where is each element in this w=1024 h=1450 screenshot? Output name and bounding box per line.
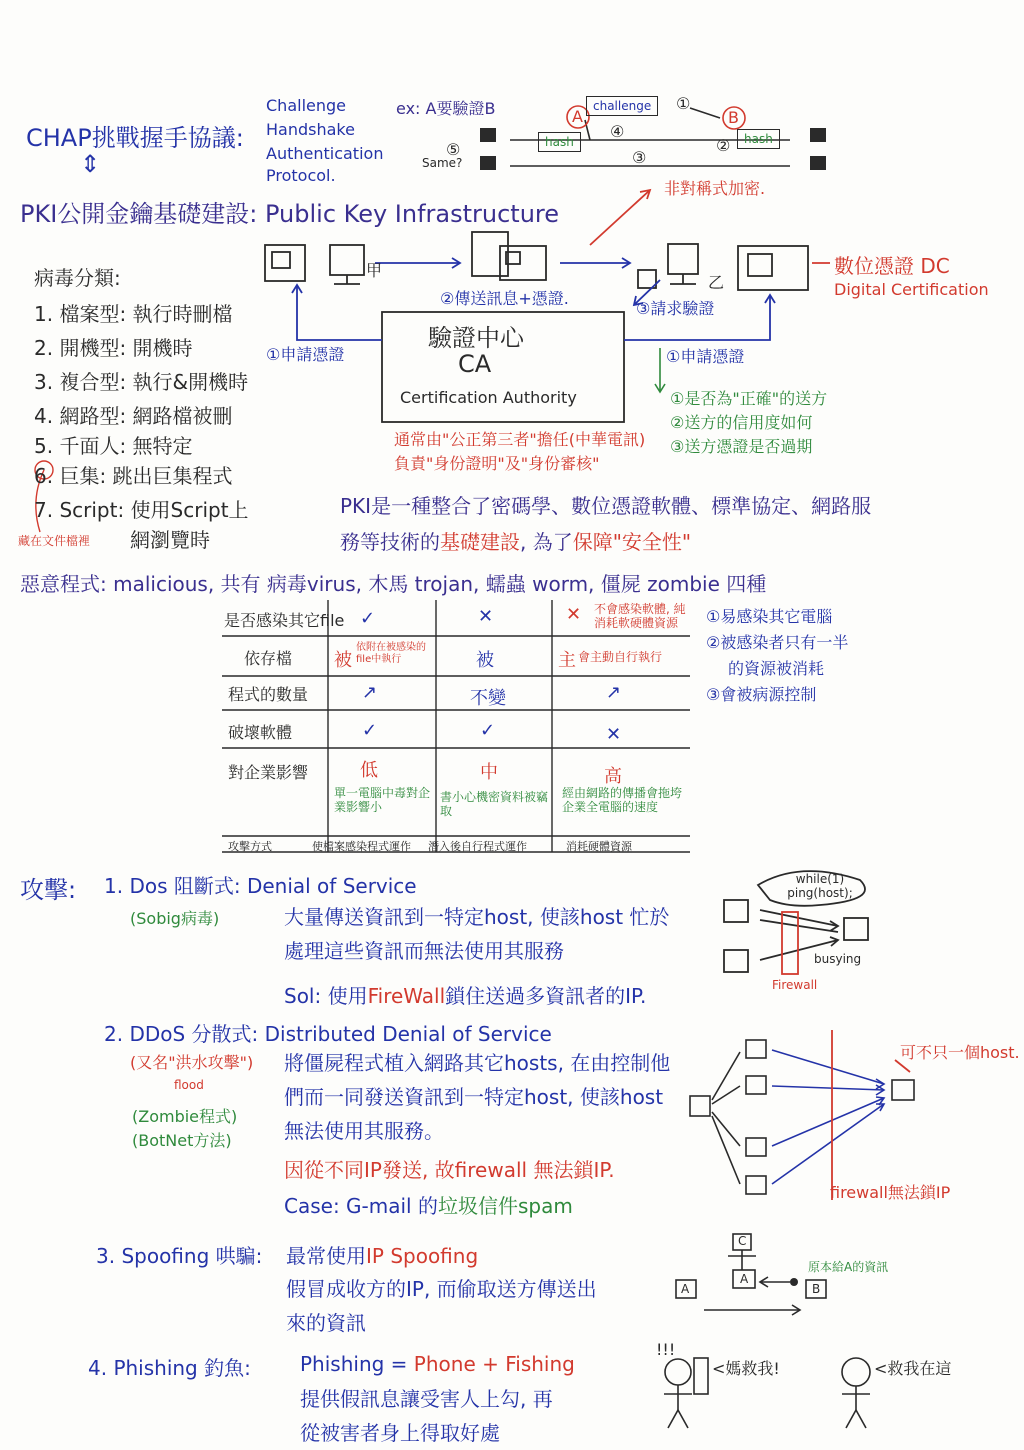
virus-item-7-cont: 網瀏覽時 (130, 528, 210, 552)
virus-title: 病毒分類: (34, 266, 121, 290)
trojan-impact: 中 (480, 762, 498, 783)
chap-en-3: Authentication (266, 144, 384, 163)
ddos-fw-fail: firewall無法鎖IP (830, 1183, 951, 1202)
trojan-attack: 潛入後自行程式運作 (428, 840, 527, 853)
ddos-alias: (又名"洪水攻擊") (130, 1053, 254, 1072)
dos-sol-prefix: Sol: 使用 (284, 984, 368, 1008)
row-label-impact: 對企業影響 (228, 763, 309, 782)
spoofing-node-a-fake: A (740, 1272, 749, 1286)
chap-en-1: Challenge (266, 96, 346, 115)
phishing-left-say: <媽救我! (712, 1359, 780, 1378)
phishing-eq-key: Phone + Fishing (413, 1352, 575, 1376)
ddos-name: 2. DDoS 分散式: Distributed Denial of Service (104, 1022, 552, 1046)
phishing-name: 4. Phishing 釣魚: (88, 1356, 251, 1380)
trojan-damage: ✓ (480, 720, 496, 741)
row-label-count: 程式的數量 (228, 685, 309, 704)
chap-step-3: ③ (632, 148, 647, 167)
virus-side-note: 藏在文件檔裡 (18, 534, 91, 548)
worm-impact: 高 (604, 766, 622, 787)
ddos-diagram (690, 1040, 914, 1194)
row-label-host: 依存檔 (244, 649, 293, 668)
virus-item-5: 5. 千面人: 無特定 (34, 434, 193, 458)
virus-attack: 使檔案感染程式運作 (312, 840, 411, 853)
virus-impact: 低 (360, 760, 378, 781)
pki-user-a: 甲 (366, 261, 383, 280)
spoofing-note: 原本給A的資訊 (808, 1260, 889, 1274)
zombie-note-4: ③會被病源控制 (706, 685, 817, 704)
spoofing-desc-line (286, 1240, 478, 1269)
pki-summary-2-mid: , 為了 (520, 530, 573, 554)
chap-en-2: Handshake (266, 120, 355, 139)
virus-item-7: 7. Script: 使用Script上 (34, 498, 249, 522)
pki-step-send: ②傳送訊息+憑證. (440, 289, 569, 308)
pki-asym: 非對稱式加密. (664, 179, 766, 198)
trojan-impact-note: 書小心機密資料被竊取 (440, 790, 549, 818)
pki-step-apply-left: ①申請憑證 (266, 345, 345, 364)
worm-host: 主 (558, 650, 576, 671)
dos-desc: 大量傳送資訊到一特定host, 使該host 忙於處理這些資訊而無法使用其服務 (284, 905, 670, 963)
chap-step-5: ⑤ (446, 140, 461, 159)
zombie-note-3: 的資源被消耗 (728, 659, 825, 678)
chap-example: ex: A要驗證B (396, 99, 496, 118)
worm-infect-note: 不會感染軟體, 純消耗軟硬體資源 (594, 602, 686, 630)
virus-item-4: 4. 網路型: 網路檔被刪 (34, 404, 233, 428)
ddos-case (284, 1190, 573, 1219)
spoofing-desc-prefix: 最常使用 (286, 1244, 366, 1268)
trojan-host: 被 (476, 650, 494, 671)
zombie-note-1: ①易感染其它電腦 (706, 607, 833, 626)
ddos-botnet: (BotNet方法) (132, 1131, 232, 1150)
pki-cert-label: 數位憑證 DC (834, 254, 950, 278)
phishing-right-say: <救我在這 (874, 1359, 952, 1378)
pki-summary-2-key: 基礎建設 (440, 530, 520, 554)
virus-item-2: 2. 開機型: 開機時 (34, 336, 193, 360)
virus-item-3: 3. 複合型: 執行&開機時 (34, 370, 249, 394)
pki-check-2: ②送方的信用度如何 (670, 413, 813, 432)
ddos-case-key: 垃圾信件spam (437, 1194, 573, 1218)
virus-host-note: 依附在被感染的file中執行 (356, 642, 426, 665)
spoofing-diagram (676, 1234, 826, 1315)
worm-count: ↗ (606, 682, 622, 703)
worm-host-note: 會主動自行執行 (578, 650, 663, 664)
attacks-title: 攻擊: (20, 876, 77, 904)
ca-note: 通常由"公正第三者"擔任(中華電訊) 負責"身份證明"及"身份審核" (394, 430, 646, 473)
ca-title: 驗證中心 (428, 324, 524, 352)
ca-abbr: CA (458, 350, 492, 378)
row-label-damage: 破壞軟體 (228, 723, 293, 742)
phishing-eq-prefix: Phishing = (300, 1352, 408, 1376)
chap-hash-box-a: hash (538, 132, 581, 152)
pki-user-b: 乙 (708, 273, 725, 292)
chap-en-4: Protocol. (266, 166, 336, 185)
pki-check-3: ③送方憑證是否過期 (670, 437, 813, 456)
virus-infect: ✓ (360, 608, 376, 629)
dos-name: 1. Dos 阻斷式: Denial of Service (104, 874, 417, 898)
ddos-flood: flood (174, 1078, 204, 1092)
pki-summary-2-goal: 保障"安全性" (572, 530, 692, 554)
worm-infect: ✕ (566, 604, 582, 625)
row-label-attack: 攻擊方式 (228, 840, 272, 853)
spoofing-desc: 假冒成收方的IP, 而偷取送方傳送出來的資訊 (286, 1277, 597, 1335)
pki-step-verify: ③請求驗證 (636, 299, 715, 318)
worm-attack: 消耗硬體資源 (566, 840, 632, 853)
dos-ping-code: while(1) ping(host); (787, 872, 853, 900)
pki-step-apply-right: ①申請憑證 (666, 347, 745, 366)
trojan-count: 不變 (470, 688, 506, 709)
spoofing-node-a: A (681, 1282, 690, 1296)
row-label-infect: 是否感染其它file (224, 611, 345, 630)
phishing-eq (300, 1352, 575, 1376)
spoofing-node-b: B (812, 1282, 821, 1296)
ddos-zombie: (Zombie程式) (132, 1107, 238, 1126)
dos-firewall: Firewall (772, 978, 818, 992)
spoofing-node-c: C (738, 1234, 747, 1248)
ca-en: Certification Authority (400, 388, 577, 407)
virus-host: 被 (334, 650, 352, 671)
virus-item-1: 1. 檔案型: 執行時刪檔 (34, 302, 233, 326)
worm-damage: ✕ (606, 724, 622, 745)
malware-title: 惡意程式: malicious, 共有 病毒virus, 木馬 trojan, 蠕蟲 worm, 僵屍 zombie 四種 (20, 572, 767, 596)
spoofing-desc-key: IP Spoofing (366, 1244, 479, 1268)
dos-sol-firewall: FireWall (367, 984, 446, 1008)
phishing-left-bubble: !!! (656, 1340, 676, 1359)
ddos-case-prefix: Case: G-mail 的 (284, 1194, 438, 1218)
virus-count: ↗ (362, 682, 378, 703)
pki-summary-2-prefix: 務等技術的 (340, 530, 440, 554)
trojan-infect: ✕ (478, 606, 494, 627)
chap-hash-box-b: hash (737, 129, 780, 149)
spoofing-name: 3. Spoofing 哄騙: (96, 1244, 263, 1268)
chap-step-2: ② (716, 136, 731, 155)
chap-same: Same? (422, 156, 463, 170)
worm-impact-note: 經由網路的傳播會拖垮企業全電腦的速度 (562, 786, 683, 814)
virus-item-6: 6. 巨集: 跳出巨集程式 (34, 464, 233, 488)
ddos-reason: 因從不同IP發送, 故firewall 無法鎖IP. (284, 1158, 615, 1182)
pki-summary-1: PKI是一種整合了密碼學、數位憑證軟體、標準協定、網路服 (340, 494, 872, 518)
virus-damage: ✓ (362, 720, 378, 741)
chap-step-1: ① (676, 94, 691, 113)
virus-impact-note: 單一電腦中毒對企業影響小 (334, 786, 431, 814)
pki-check-1: ①是否為"正確"的送方 (670, 389, 828, 408)
ddos-multi-host: 可不只一個host. (900, 1043, 1020, 1062)
dos-solution (284, 980, 646, 1009)
phishing-desc: 提供假訊息讓受害人上勾, 再從被害者身上得取好處 (300, 1387, 553, 1445)
dos-busy: busying (814, 952, 862, 966)
dos-example: (Sobig病毒) (130, 909, 220, 928)
pki-summary-2 (340, 526, 691, 555)
dos-sol-suffix: 鎖住送過多資訊者的IP. (445, 984, 647, 1008)
chap-challenge-box: challenge (586, 96, 658, 116)
chap-step-4: ④ (610, 122, 625, 141)
chap-node-a: A (572, 107, 583, 126)
pki-cert-en: Digital Certification (834, 280, 989, 299)
chap-title: CHAP挑戰握手協議: (26, 124, 244, 152)
equivalence-icon: ⇕ (80, 150, 101, 178)
pki-title: PKI公開金鑰基礎建設: Public Key Infrastructure (20, 200, 560, 228)
ddos-desc: 將僵屍程式植入網路其它hosts, 在由控制他們而一同發送資訊到一特定host, 使該host無法使用其服務。 (284, 1051, 671, 1143)
zombie-note-2: ②被感染者只有一半 (706, 633, 849, 652)
chap-node-b: B (728, 108, 739, 127)
